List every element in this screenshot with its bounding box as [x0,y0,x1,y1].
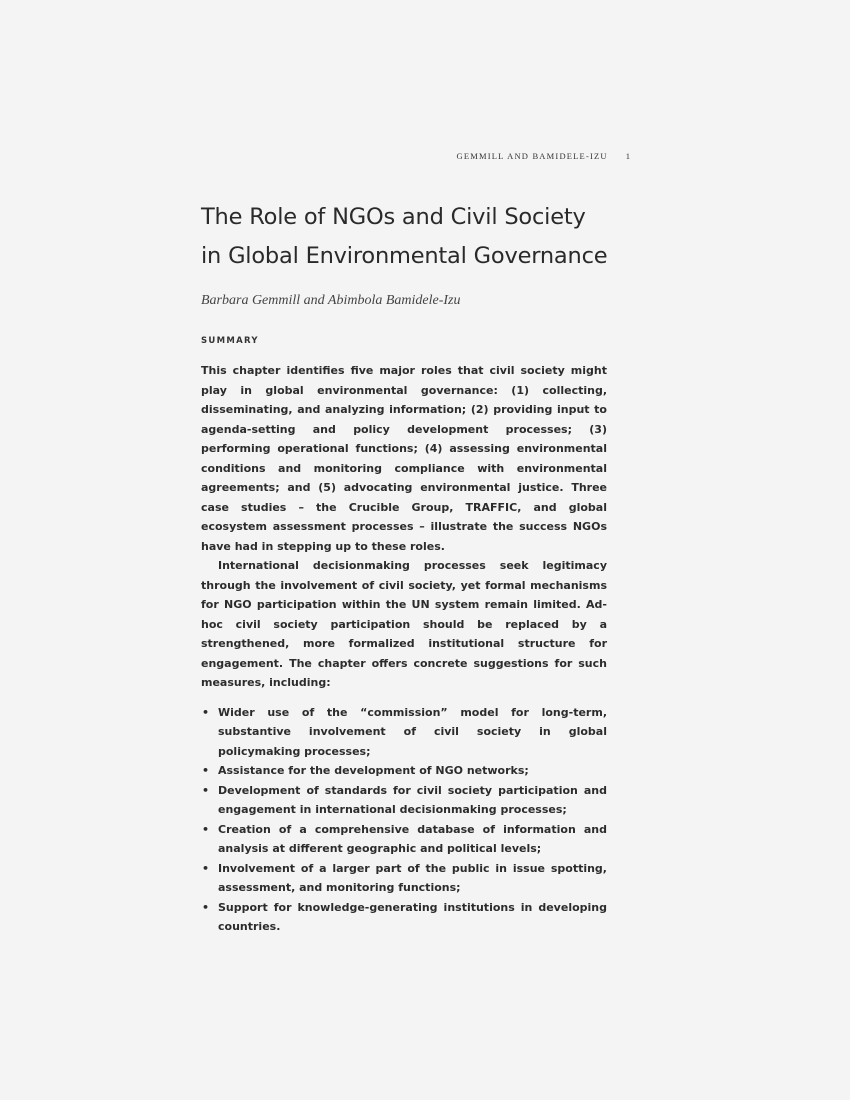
recommendations-list [201,703,607,937]
list-item-text: Development of standards for civil society participation and engagement in international decisionmaking processes; [218,783,607,816]
bullet-icon: • [202,783,210,797]
bullet-icon: • [202,764,210,777]
page-number: 1 [625,151,630,161]
list-item [201,898,607,937]
summary-body [201,361,607,937]
list-item [201,761,607,781]
running-head [200,151,630,161]
list-item-text: Involvement of a larger part of the public in issue spotting, assessment, and monitoring functions; [218,861,607,894]
bullet-icon: • [202,705,210,719]
chapter-title [201,198,631,276]
chapter-title-line-1: The Role of NGOs and Civil Society [201,204,586,230]
chapter-authors: Barbara Gemmill and Abimbola Bamidele-Izu [201,293,461,308]
list-item-text: Wider use of the “commission” model for long-term, substantive involvement of civil society in global policymaking processes; [218,705,607,758]
chapter-title-line-2: in Global Environmental Governance [201,243,608,269]
bullet-icon: • [202,900,210,914]
running-head-authors: GEMMILL AND BAMIDELE-IZU [456,151,608,161]
list-item [201,820,607,859]
list-item-text: Support for knowledge-generating institutions in developing countries. [218,900,607,933]
list-item [201,859,607,898]
summary-heading: SUMMARY [201,336,259,346]
bullet-icon: • [202,861,210,875]
bullet-icon: • [202,822,210,836]
list-item [201,781,607,820]
list-item [201,703,607,762]
list-item-text: Creation of a comprehensive database of information and analysis at different geographic and political levels; [218,822,607,855]
list-item-text: Assistance for the development of NGO networks; [218,764,529,777]
summary-paragraph-1: This chapter identifies five major roles that civil society might play in global environmental governance: (1) collecting, disseminating, and analyzing information; (2) providing input to agenda-setting and policy development processes; (3) performing operational functions; (4) assessing environmental conditions and monitoring compliance with environmental agreements; and (5) advocating environmental justice. Three case studies – the Crucible Group, TRAFFIC, and global ecosystem assessment processes – illustrate the success NGOs have had in stepping up to these roles. [201,364,607,553]
summary-paragraph-2: International decisionmaking processes seek legitimacy through the involvement of civil society, yet formal mechanisms for NGO participation within the UN system remain limited. Ad-hoc civil society participation should be replaced by a strengthened, more formalized institutional structure for engagement. The chapter offers concrete suggestions for such measures, including: [201,559,607,689]
